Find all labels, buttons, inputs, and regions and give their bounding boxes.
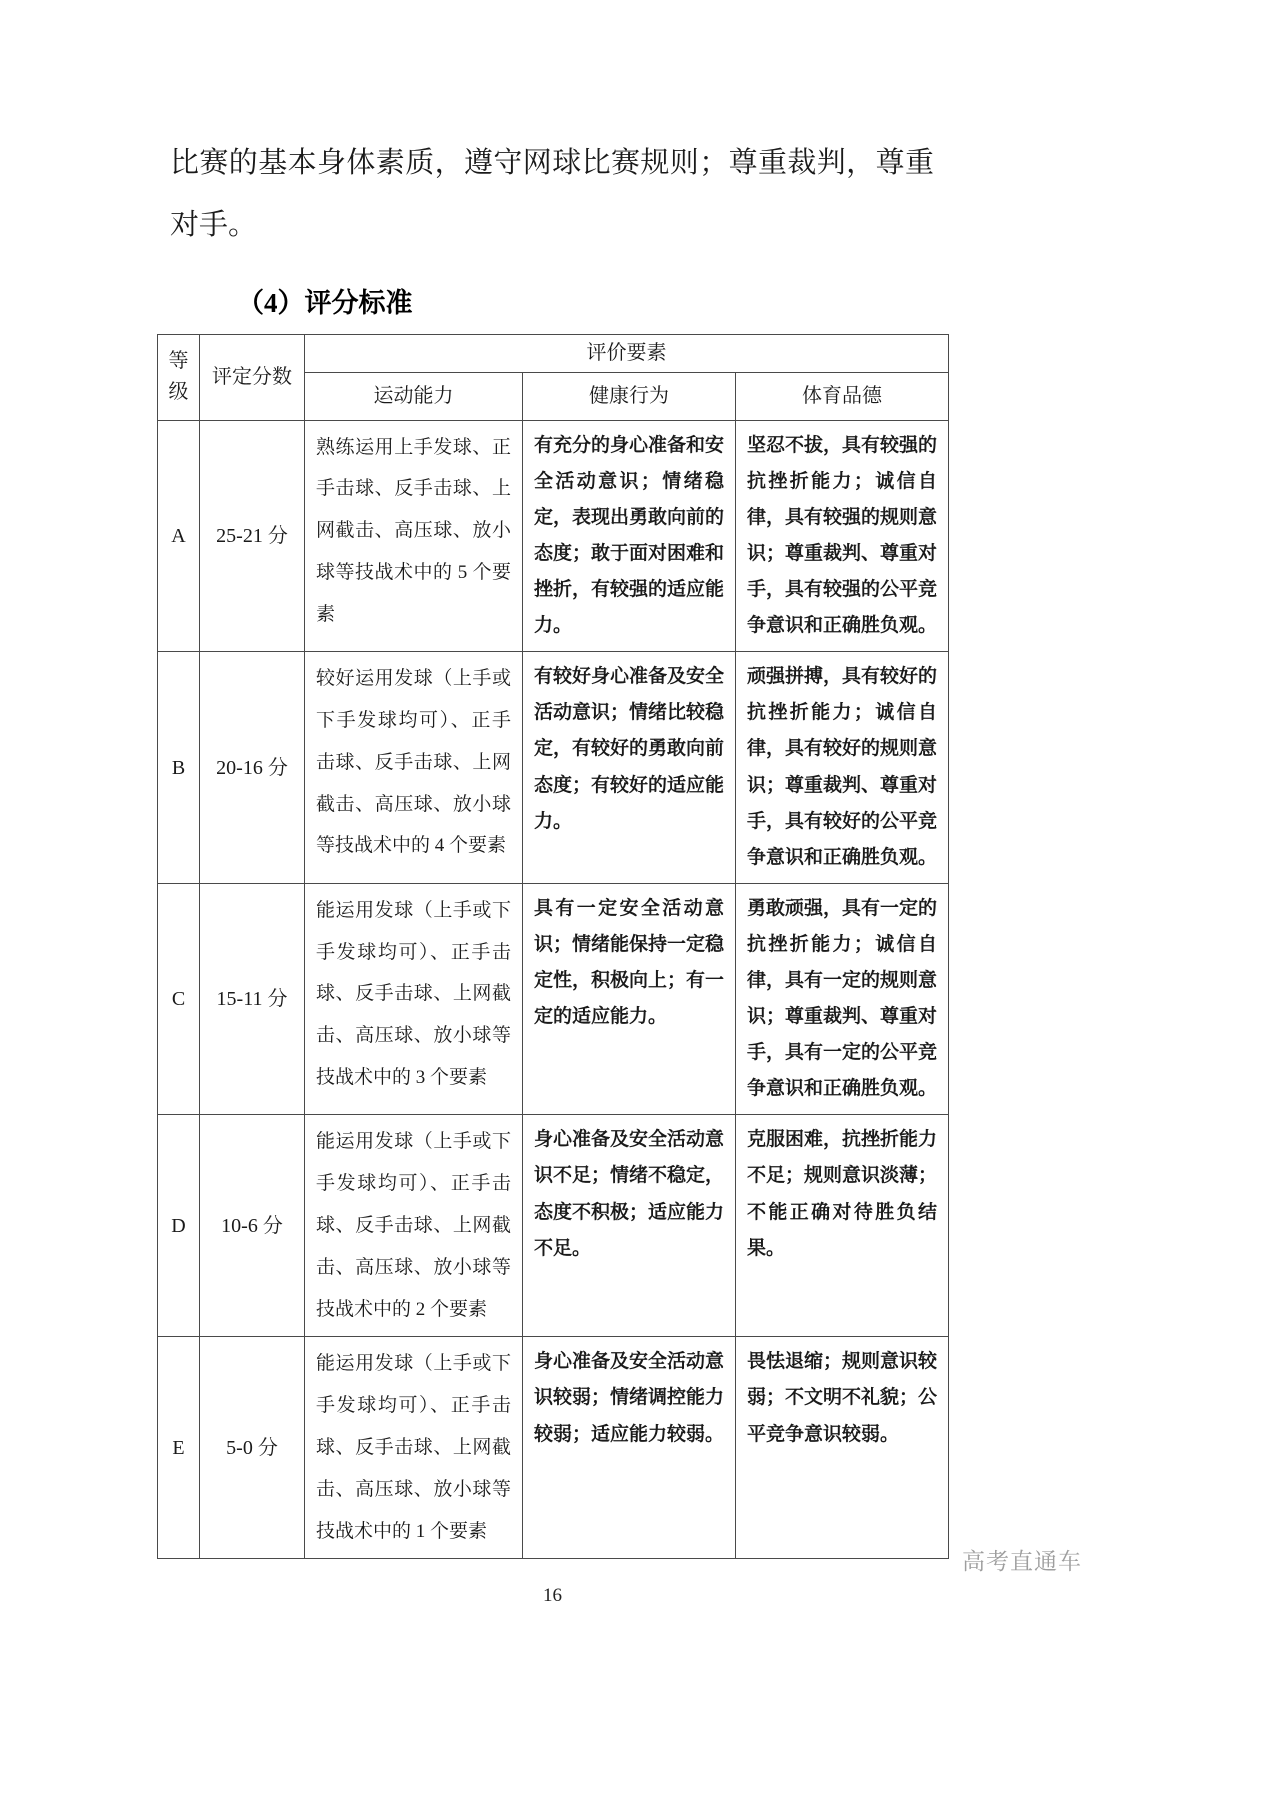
sports-morality-cell: 畏怯退缩；规则意识较弱；不文明不礼貌；公平竞争意识较弱。: [736, 1337, 949, 1559]
sport-ability-cell: 能运用发球（上手或下手发球均可）、正手击球、反手击球、上网截击、高压球、放小球等技战术中的 2 个要素: [305, 1115, 523, 1337]
grade-cell: A: [158, 420, 200, 652]
sport-ability-cell: 能运用发球（上手或下手发球均可）、正手击球、反手击球、上网截击、高压球、放小球等技战术中的 3 个要素: [305, 883, 523, 1115]
table-row-grade-d: [158, 1115, 949, 1337]
sport-ability-header: 运动能力: [305, 372, 523, 420]
evaluation-elements-header: 评价要素: [305, 334, 949, 372]
score-cell: 5-0 分: [200, 1337, 305, 1559]
health-behavior-cell: 具有一定安全活动意识；情绪能保持一定稳定性，积极向上；有一定的适应能力。: [523, 883, 736, 1115]
header-row-1: [158, 334, 949, 372]
sport-ability-cell: 能运用发球（上手或下手发球均可）、正手击球、反手击球、上网截击、高压球、放小球等技战术中的 1 个要素: [305, 1337, 523, 1559]
grade-cell: C: [158, 883, 200, 1115]
grade-column-header: 等级: [158, 334, 200, 420]
page-number: 16: [543, 1585, 562, 1607]
sport-ability-cell: 熟练运用上手发球、正手击球、反手击球、上网截击、高压球、放小球等技战术中的 5 个要素: [305, 420, 523, 652]
health-behavior-cell: 身心准备及安全活动意识不足；情绪不稳定，态度不积极；适应能力不足。: [523, 1115, 736, 1337]
table-row-grade-a: [158, 420, 949, 652]
sports-morality-cell: 坚忍不拔，具有较强的抗挫折能力；诚信自律，具有较强的规则意识；尊重裁判、尊重对手，具有较强的公平竞争意识和正确胜负观。: [736, 420, 949, 652]
table-row-grade-e: [158, 1337, 949, 1559]
table-body: [158, 420, 949, 1559]
health-behavior-header: 健康行为: [523, 372, 736, 420]
sports-morality-cell: 克服困难，抗挫折能力不足；规则意识淡薄；不能正确对待胜负结果。: [736, 1115, 949, 1337]
page-content: [157, 132, 948, 1607]
grade-cell: E: [158, 1337, 200, 1559]
intro-paragraph: 比赛的基本身体素质，遵守网球比赛规则；尊重裁判，尊重对手。: [170, 147, 934, 242]
table-header: [158, 334, 949, 420]
health-behavior-cell: 有充分的身心准备和安全活动意识；情绪稳定，表现出勇敢向前的态度；敢于面对困难和挫折，有较强的适应能力。: [523, 420, 736, 652]
grade-cell: D: [158, 1115, 200, 1337]
health-behavior-cell: 有较好身心准备及安全活动意识；情绪比较稳定，有较好的勇敢向前态度；有较好的适应能力。: [523, 652, 736, 884]
health-behavior-cell: 身心准备及安全活动意识较弱；情绪调控能力较弱；适应能力较弱。: [523, 1337, 736, 1559]
watermark: 高考直通车: [962, 1549, 1082, 1574]
score-cell: 20-16 分: [200, 652, 305, 884]
grade-cell: B: [158, 652, 200, 884]
sports-morality-cell: 勇敢顽强，具有一定的抗挫折能力；诚信自律，具有一定的规则意识；尊重裁判、尊重对手，具有一定的公平竞争意识和正确胜负观。: [736, 883, 949, 1115]
score-cell: 15-11 分: [200, 883, 305, 1115]
table-row-grade-c: [158, 883, 949, 1115]
score-cell: 10-6 分: [200, 1115, 305, 1337]
score-cell: 25-21 分: [200, 420, 305, 652]
score-column-header: 评定分数: [200, 334, 305, 420]
section-heading: （4）评分标准: [237, 287, 413, 318]
scoring-standards-table: [157, 334, 949, 1560]
table-row-grade-b: [158, 652, 949, 884]
sport-ability-cell: 较好运用发球（上手或下手发球均可）、正手击球、反手击球、上网截击、高压球、放小球等技战术中的 4 个要素: [305, 652, 523, 884]
sports-morality-header: 体育品德: [736, 372, 949, 420]
sports-morality-cell: 顽强拼搏，具有较好的抗挫折能力；诚信自律，具有较好的规则意识；尊重裁判、尊重对手，具有较好的公平竞争意识和正确胜负观。: [736, 652, 949, 884]
